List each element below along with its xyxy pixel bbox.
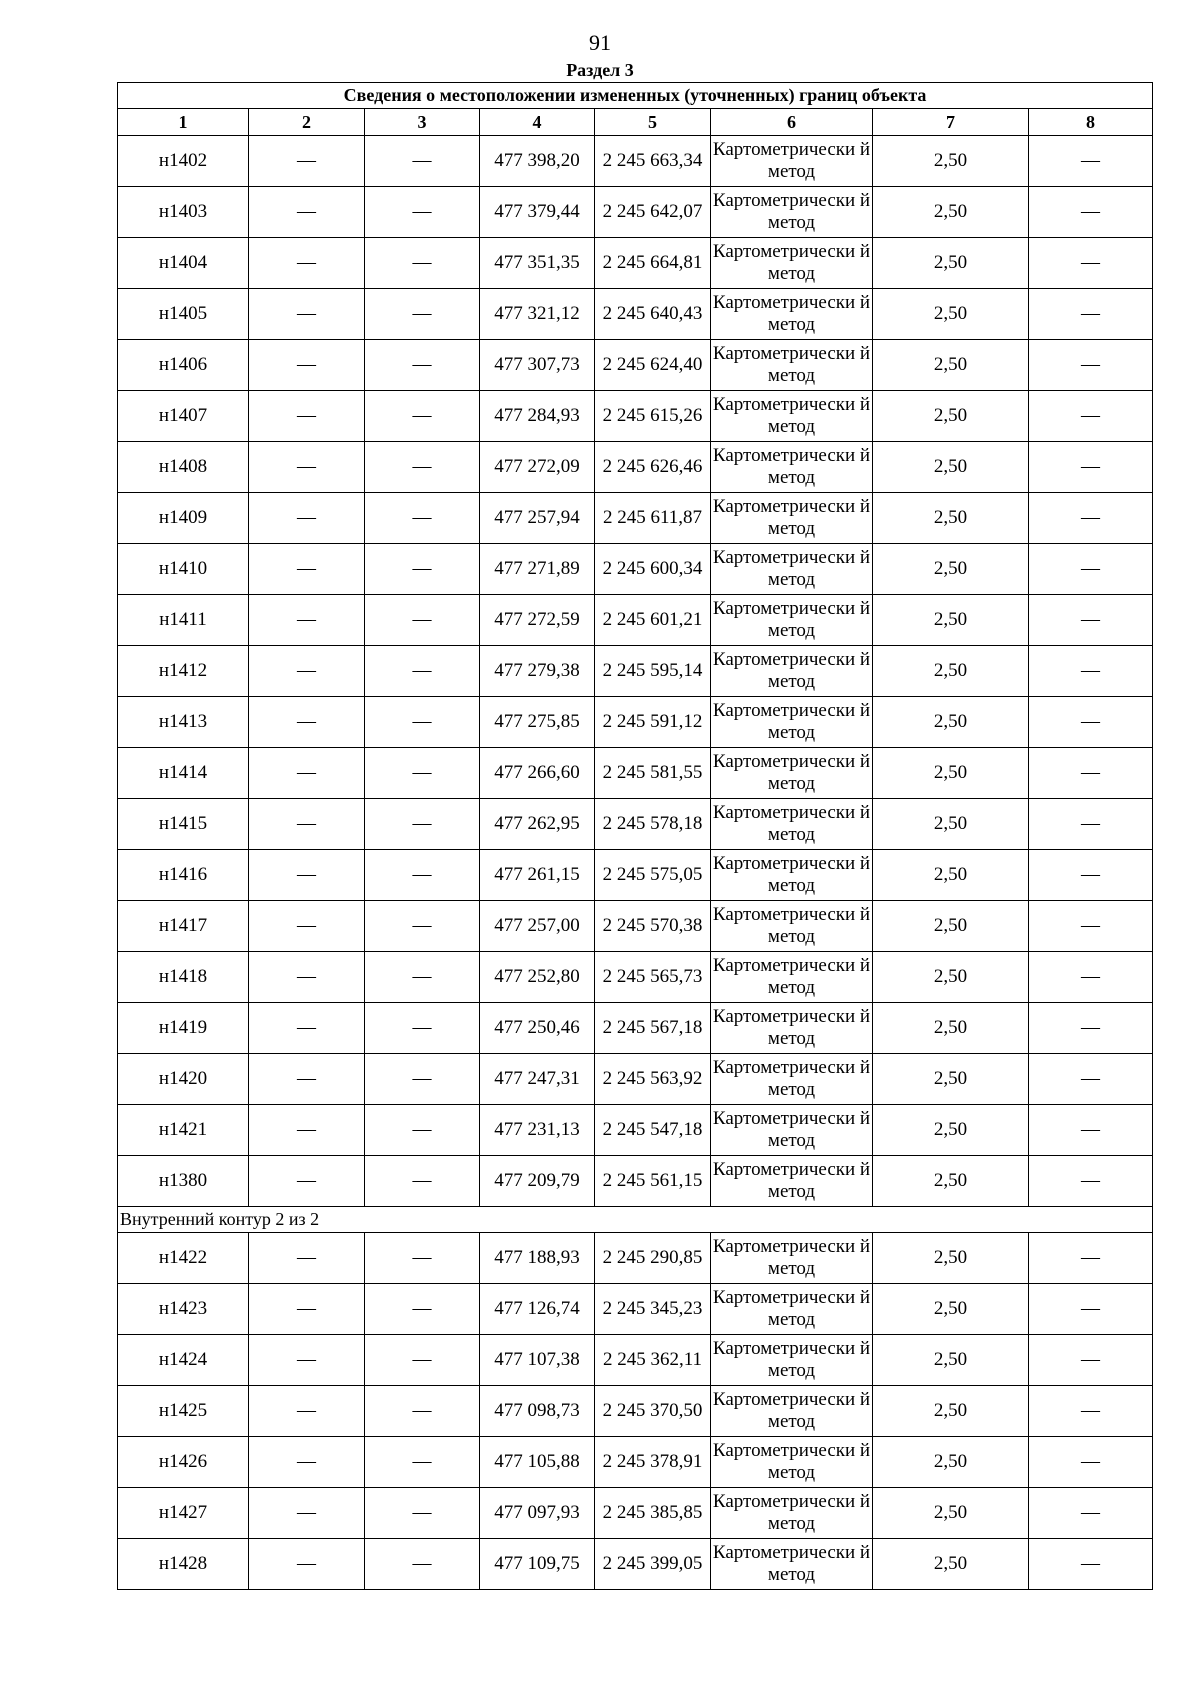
determination-method: Картометрически й метод [711,544,873,595]
empty-dash: — [1029,697,1153,748]
empty-dash: — [365,1054,480,1105]
determination-method: Картометрически й метод [711,187,873,238]
empty-dash: — [1029,1233,1153,1284]
empty-dash: — [365,1233,480,1284]
table-row [118,391,1153,442]
empty-dash: — [365,544,480,595]
table-row [118,1386,1153,1437]
coordinate-x: 477 188,93 [480,1233,595,1284]
empty-dash: — [365,748,480,799]
determination-method: Картометрически й метод [711,1003,873,1054]
empty-dash: — [365,1284,480,1335]
point-name: н1403 [118,187,249,238]
empty-dash: — [1029,238,1153,289]
coordinate-x: 477 279,38 [480,646,595,697]
determination-method: Картометрически й метод [711,1233,873,1284]
section-title: Раздел 3 [566,60,634,80]
column-number: 1 [118,109,249,136]
accuracy-value: 2,50 [873,391,1029,442]
table-row [118,289,1153,340]
empty-dash: — [249,1003,365,1054]
point-name: н1423 [118,1284,249,1335]
coordinate-y: 2 245 642,07 [595,187,711,238]
empty-dash: — [365,493,480,544]
column-number: 5 [595,109,711,136]
table-row [118,1488,1153,1539]
accuracy-value: 2,50 [873,595,1029,646]
empty-dash: — [1029,136,1153,187]
column-numbers-row [118,109,1153,136]
empty-dash: — [1029,850,1153,901]
determination-method: Картометрически й метод [711,748,873,799]
determination-method: Картометрически й метод [711,1156,873,1207]
column-number: 8 [1029,109,1153,136]
coordinate-x: 477 262,95 [480,799,595,850]
coordinate-y: 2 245 567,18 [595,1003,711,1054]
empty-dash: — [1029,1335,1153,1386]
empty-dash: — [365,799,480,850]
point-name: н1412 [118,646,249,697]
empty-dash: — [1029,1386,1153,1437]
coordinate-x: 477 272,59 [480,595,595,646]
point-name: н1427 [118,1488,249,1539]
empty-dash: — [1029,391,1153,442]
table-row [118,1233,1153,1284]
table-row [118,748,1153,799]
point-name: н1414 [118,748,249,799]
accuracy-value: 2,50 [873,799,1029,850]
coordinate-y: 2 245 615,26 [595,391,711,442]
determination-method: Картометрически й метод [711,493,873,544]
point-name: н1418 [118,952,249,1003]
accuracy-value: 2,50 [873,544,1029,595]
coordinate-x: 477 126,74 [480,1284,595,1335]
empty-dash: — [249,493,365,544]
coordinate-x: 477 105,88 [480,1437,595,1488]
coordinate-y: 2 245 570,38 [595,901,711,952]
coordinate-x: 477 109,75 [480,1539,595,1590]
coordinate-y: 2 245 626,46 [595,442,711,493]
coordinate-x: 477 266,60 [480,748,595,799]
coordinate-y: 2 245 624,40 [595,340,711,391]
coordinate-x: 477 252,80 [480,952,595,1003]
empty-dash: — [249,289,365,340]
empty-dash: — [249,1284,365,1335]
coordinate-y: 2 245 578,18 [595,799,711,850]
coordinate-y: 2 245 601,21 [595,595,711,646]
empty-dash: — [365,1488,480,1539]
empty-dash: — [249,391,365,442]
empty-dash: — [249,1054,365,1105]
determination-method: Картометрически й метод [711,1054,873,1105]
empty-dash: — [1029,1437,1153,1488]
point-name: н1406 [118,340,249,391]
point-name: н1416 [118,850,249,901]
empty-dash: — [365,340,480,391]
determination-method: Картометрически й метод [711,289,873,340]
table-row [118,493,1153,544]
coordinate-y: 2 245 362,11 [595,1335,711,1386]
coordinate-x: 477 351,35 [480,238,595,289]
empty-dash: — [365,1335,480,1386]
empty-dash: — [1029,340,1153,391]
determination-method: Картометрически й метод [711,340,873,391]
point-name: н1425 [118,1386,249,1437]
accuracy-value: 2,50 [873,442,1029,493]
coordinate-x: 477 307,73 [480,340,595,391]
empty-dash: — [365,442,480,493]
empty-dash: — [365,697,480,748]
point-name: н1417 [118,901,249,952]
accuracy-value: 2,50 [873,289,1029,340]
empty-dash: — [1029,748,1153,799]
empty-dash: — [365,136,480,187]
empty-dash: — [249,901,365,952]
point-name: н1424 [118,1335,249,1386]
accuracy-value: 2,50 [873,187,1029,238]
empty-dash: — [1029,1488,1153,1539]
empty-dash: — [1029,1156,1153,1207]
empty-dash: — [249,187,365,238]
empty-dash: — [249,544,365,595]
coordinate-y: 2 245 378,91 [595,1437,711,1488]
accuracy-value: 2,50 [873,1335,1029,1386]
accuracy-value: 2,50 [873,1054,1029,1105]
empty-dash: — [1029,493,1153,544]
coordinate-x: 477 321,12 [480,289,595,340]
empty-dash: — [1029,595,1153,646]
accuracy-value: 2,50 [873,493,1029,544]
determination-method: Картометрически й метод [711,646,873,697]
accuracy-value: 2,50 [873,340,1029,391]
empty-dash: — [1029,442,1153,493]
coordinate-x: 477 275,85 [480,697,595,748]
point-name: н1413 [118,697,249,748]
accuracy-value: 2,50 [873,748,1029,799]
point-name: н1411 [118,595,249,646]
point-name: н1410 [118,544,249,595]
column-number: 6 [711,109,873,136]
empty-dash: — [1029,1003,1153,1054]
coordinate-y: 2 245 290,85 [595,1233,711,1284]
coordinate-y: 2 245 345,23 [595,1284,711,1335]
coordinate-y: 2 245 399,05 [595,1539,711,1590]
table-row [118,1539,1153,1590]
coordinate-x: 477 250,46 [480,1003,595,1054]
empty-dash: — [249,748,365,799]
coordinate-y: 2 245 664,81 [595,238,711,289]
table-row [118,1284,1153,1335]
determination-method: Картометрически й метод [711,1284,873,1335]
determination-method: Картометрически й метод [711,1488,873,1539]
accuracy-value: 2,50 [873,1488,1029,1539]
accuracy-value: 2,50 [873,952,1029,1003]
coordinate-x: 477 272,09 [480,442,595,493]
empty-dash: — [365,1156,480,1207]
point-name: н1408 [118,442,249,493]
coordinate-x: 477 257,00 [480,901,595,952]
table-caption-row [118,83,1153,109]
empty-dash: — [1029,1054,1153,1105]
boundary-points-table [117,82,1153,1590]
empty-dash: — [249,799,365,850]
point-name: н1420 [118,1054,249,1105]
empty-dash: — [1029,187,1153,238]
coordinate-y: 2 245 595,14 [595,646,711,697]
empty-dash: — [249,646,365,697]
determination-method: Картометрически й метод [711,1539,873,1590]
contour-heading: Внутренний контур 2 из 2 [118,1207,1153,1233]
empty-dash: — [365,1437,480,1488]
empty-dash: — [249,595,365,646]
table-row [118,697,1153,748]
empty-dash: — [249,340,365,391]
accuracy-value: 2,50 [873,646,1029,697]
accuracy-value: 2,50 [873,1284,1029,1335]
coordinate-y: 2 245 600,34 [595,544,711,595]
coordinate-x: 477 231,13 [480,1105,595,1156]
empty-dash: — [1029,544,1153,595]
empty-dash: — [365,850,480,901]
accuracy-value: 2,50 [873,1539,1029,1590]
empty-dash: — [249,136,365,187]
point-name: н1404 [118,238,249,289]
coordinate-x: 477 257,94 [480,493,595,544]
accuracy-value: 2,50 [873,1003,1029,1054]
accuracy-value: 2,50 [873,136,1029,187]
accuracy-value: 2,50 [873,1233,1029,1284]
determination-method: Картометрически й метод [711,1437,873,1488]
table-row [118,340,1153,391]
determination-method: Картометрически й метод [711,136,873,187]
empty-dash: — [365,187,480,238]
table-row [118,1156,1153,1207]
accuracy-value: 2,50 [873,1386,1029,1437]
empty-dash: — [249,1233,365,1284]
contour-heading-row [118,1207,1153,1233]
table-row [118,901,1153,952]
point-name: н1428 [118,1539,249,1590]
determination-method: Картометрически й метод [711,1386,873,1437]
empty-dash: — [365,1003,480,1054]
determination-method: Картометрически й метод [711,595,873,646]
coordinate-x: 477 261,15 [480,850,595,901]
coordinate-y: 2 245 663,34 [595,136,711,187]
coordinate-y: 2 245 611,87 [595,493,711,544]
accuracy-value: 2,50 [873,901,1029,952]
empty-dash: — [1029,1539,1153,1590]
empty-dash: — [249,697,365,748]
coordinate-x: 477 398,20 [480,136,595,187]
table-row [118,952,1153,1003]
point-name: н1421 [118,1105,249,1156]
empty-dash: — [365,595,480,646]
empty-dash: — [1029,799,1153,850]
table-body [118,83,1153,1590]
empty-dash: — [249,1105,365,1156]
determination-method: Картометрически й метод [711,850,873,901]
column-number: 2 [249,109,365,136]
empty-dash: — [249,1386,365,1437]
coordinate-x: 477 247,31 [480,1054,595,1105]
empty-dash: — [249,1335,365,1386]
point-name: н1402 [118,136,249,187]
empty-dash: — [1029,1284,1153,1335]
determination-method: Картометрически й метод [711,952,873,1003]
table-row [118,544,1153,595]
table-row [118,850,1153,901]
coordinate-y: 2 245 575,05 [595,850,711,901]
empty-dash: — [1029,646,1153,697]
empty-dash: — [1029,1105,1153,1156]
point-name: н1407 [118,391,249,442]
coordinate-y: 2 245 547,18 [595,1105,711,1156]
column-number: 4 [480,109,595,136]
point-name: н1419 [118,1003,249,1054]
table-row [118,187,1153,238]
table-row [118,646,1153,697]
determination-method: Картометрически й метод [711,391,873,442]
empty-dash: — [249,952,365,1003]
coordinate-y: 2 245 563,92 [595,1054,711,1105]
accuracy-value: 2,50 [873,1156,1029,1207]
determination-method: Картометрически й метод [711,1335,873,1386]
table-row [118,238,1153,289]
empty-dash: — [249,238,365,289]
table-row [118,1105,1153,1156]
empty-dash: — [365,289,480,340]
empty-dash: — [249,1488,365,1539]
empty-dash: — [249,850,365,901]
determination-method: Картометрически й метод [711,799,873,850]
empty-dash: — [365,952,480,1003]
empty-dash: — [365,1539,480,1590]
coordinate-x: 477 209,79 [480,1156,595,1207]
column-number: 3 [365,109,480,136]
determination-method: Картометрически й метод [711,442,873,493]
empty-dash: — [1029,952,1153,1003]
coordinate-y: 2 245 581,55 [595,748,711,799]
point-name: н1405 [118,289,249,340]
point-name: н1380 [118,1156,249,1207]
table-row [118,442,1153,493]
table-caption: Сведения о местоположении измененных (уточненных) границ объекта [118,83,1153,109]
coordinate-y: 2 245 591,12 [595,697,711,748]
empty-dash: — [249,1437,365,1488]
table-row [118,1003,1153,1054]
determination-method: Картометрически й метод [711,697,873,748]
empty-dash: — [249,1156,365,1207]
empty-dash: — [249,1539,365,1590]
coordinate-y: 2 245 561,15 [595,1156,711,1207]
accuracy-value: 2,50 [873,238,1029,289]
accuracy-value: 2,50 [873,1437,1029,1488]
accuracy-value: 2,50 [873,1105,1029,1156]
table-row [118,799,1153,850]
empty-dash: — [365,1386,480,1437]
coordinate-x: 477 284,93 [480,391,595,442]
coordinate-y: 2 245 640,43 [595,289,711,340]
empty-dash: — [249,442,365,493]
page-number: 91 [589,30,611,55]
point-name: н1422 [118,1233,249,1284]
determination-method: Картометрически й метод [711,901,873,952]
accuracy-value: 2,50 [873,697,1029,748]
coordinate-y: 2 245 385,85 [595,1488,711,1539]
empty-dash: — [365,391,480,442]
table-row [118,136,1153,187]
coordinate-x: 477 098,73 [480,1386,595,1437]
table-row [118,1437,1153,1488]
accuracy-value: 2,50 [873,850,1029,901]
coordinate-y: 2 245 565,73 [595,952,711,1003]
column-number: 7 [873,109,1029,136]
determination-method: Картометрически й метод [711,238,873,289]
coordinate-x: 477 097,93 [480,1488,595,1539]
point-name: н1409 [118,493,249,544]
empty-dash: — [365,238,480,289]
point-name: н1426 [118,1437,249,1488]
table-row [118,595,1153,646]
coordinate-x: 477 271,89 [480,544,595,595]
empty-dash: — [365,901,480,952]
determination-method: Картометрически й метод [711,1105,873,1156]
table-row [118,1054,1153,1105]
coordinate-y: 2 245 370,50 [595,1386,711,1437]
empty-dash: — [365,1105,480,1156]
coordinate-x: 477 107,38 [480,1335,595,1386]
empty-dash: — [1029,289,1153,340]
empty-dash: — [1029,901,1153,952]
coordinate-x: 477 379,44 [480,187,595,238]
empty-dash: — [365,646,480,697]
point-name: н1415 [118,799,249,850]
table-row [118,1335,1153,1386]
